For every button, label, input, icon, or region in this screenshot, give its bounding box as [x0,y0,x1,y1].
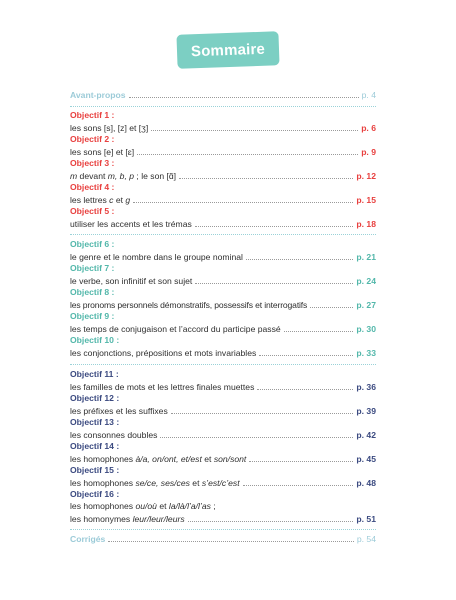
page-number: p. 42 [356,430,376,440]
toc-entry-objective-12[interactable] [70,405,376,417]
objective-label: Objectif 5 : [70,206,115,216]
page-number: p. 6 [361,123,376,133]
page-number: p. 45 [356,454,376,464]
toc-entry-objective-15[interactable] [70,477,376,489]
toc-objective-9-heading [70,311,376,323]
objective-title: les sons [e] et [ɛ] [70,147,135,157]
page-number: p. 21 [356,252,376,262]
objective-label: Objectif 6 : [70,239,115,249]
dot-leader [243,477,354,486]
toc-entry-objective-5[interactable] [70,218,376,230]
section-divider [70,234,376,235]
toc-entry-objective-10[interactable] [70,347,376,359]
objective-label: Objectif 2 : [70,134,115,144]
toc-entry-objective-2[interactable] [70,146,376,158]
dot-leader [133,194,353,203]
toc-label: Corrigés [70,534,106,544]
toc-entry-objective-7[interactable] [70,275,376,287]
page-number: p. 9 [361,147,376,157]
page-number: p. 27 [356,300,376,310]
objective-title: les homophones ou/où et la/là/l’a/l’as ; [70,501,216,511]
toc-entry-objective-1[interactable] [70,122,376,134]
toc-entry-objective-11[interactable] [70,381,376,393]
section-divider [70,529,376,530]
toc-objective-8-heading [70,287,376,299]
objective-title: les préfixes et les suffixes [70,406,168,416]
dot-leader [137,146,358,155]
objective-title: les temps de conjugaison et l’accord du participe passé [70,324,281,334]
objective-label: Objectif 14 : [70,441,120,451]
toc-objective-6-heading [70,239,376,251]
objective-title: les pronoms personnels démonstratifs, possessifs et interrogatifs [70,300,308,310]
dot-leader [259,347,353,356]
page-number: p. 48 [356,478,376,488]
toc-entry-objective-13[interactable] [70,429,376,441]
toc-entry-objective-3[interactable] [70,170,376,182]
toc-objective-14-heading [70,441,376,453]
objective-title: le verbe, son infinitif et son sujet [70,276,193,286]
dot-leader [160,429,353,438]
dot-leader [195,275,353,284]
page-number: p. 15 [356,195,376,205]
page-number: p. 33 [356,348,376,358]
section-divider [70,364,376,365]
objective-label: Objectif 3 : [70,158,115,168]
toc-objective-16-title-line1 [70,501,376,513]
dot-leader [195,218,354,227]
objective-label: Objectif 7 : [70,263,115,273]
dot-leader [249,453,353,462]
toc-entry-corriges[interactable] [70,533,376,545]
toc-objective-1-heading [70,110,376,122]
toc-entry-objective-9[interactable] [70,323,376,335]
toc-label: Avant-propos [70,90,126,100]
toc-objective-13-heading [70,417,376,429]
objective-title: les lettres c et g [70,195,131,205]
page-number: p. 24 [356,276,376,286]
objective-label: Objectif 12 : [70,393,120,403]
objective-title: les homophones se/ce, ses/ces et s’est/c’est [70,478,240,488]
dot-leader [188,513,354,522]
objective-label: Objectif 9 : [70,311,115,321]
page-number: p. 39 [356,406,376,416]
objective-title: les conjonctions, prépositions et mots invariables [70,348,257,358]
toc-objective-7-heading [70,263,376,275]
objective-title: utiliser les accents et les trémas [70,219,192,229]
objective-title: m devant m, b, p ; le son [ɑ̃] [70,171,177,181]
objective-title: le genre et le nombre dans le groupe nominal [70,252,243,262]
toc-entry-objective-4[interactable] [70,194,376,206]
dot-leader [108,533,354,542]
dot-leader [257,381,353,390]
dot-leader [179,170,353,179]
toc-objective-3-heading [70,158,376,170]
dot-leader [246,251,353,260]
toc-entry-objective-6[interactable] [70,251,376,263]
dot-leader [151,122,358,131]
dot-leader [310,299,353,308]
objective-label: Objectif 13 : [70,417,120,427]
objective-title: les familles de mots et les lettres finales muettes [70,382,255,392]
page-title: Sommaire [190,40,266,60]
page-number: p. 54 [356,534,376,544]
page-number: p. 4 [361,90,376,100]
toc-entry-objective-8[interactable] [70,299,376,311]
objective-label: Objectif 1 : [70,110,115,120]
toc-objective-15-heading [70,465,376,477]
objective-label: Objectif 16 : [70,489,120,499]
dot-leader [129,89,359,98]
objective-title: les homophones à/a, on/ont, et/est et son/sont [70,454,247,464]
toc-objective-2-heading [70,134,376,146]
page-number: p. 12 [356,171,376,181]
page-number: p. 18 [356,219,376,229]
toc-objective-4-heading [70,182,376,194]
objective-label: Objectif 8 : [70,287,115,297]
toc-entry-objective-14[interactable] [70,453,376,465]
toc-entry-avant-propos[interactable] [70,89,376,101]
page-number: p. 36 [356,382,376,392]
toc-objective-11-heading [70,369,376,381]
objective-title: les sons [s], [z] et [ʒ] [70,123,149,133]
dot-leader [284,323,354,332]
objective-label: Objectif 4 : [70,182,115,192]
objective-label: Objectif 15 : [70,465,120,475]
objective-title: les homonymes leur/leur/leurs [70,514,185,524]
objective-label: Objectif 11 : [70,369,119,379]
toc-objective-10-heading [70,335,376,347]
toc-objective-5-heading [70,206,376,218]
section-divider [70,106,376,107]
toc-objective-16-heading [70,489,376,501]
toc-entry-objective-16[interactable] [70,513,376,525]
title-tab [176,31,279,69]
objective-label: Objectif 10 : [70,335,120,345]
toc-objective-12-heading [70,393,376,405]
page-number: p. 30 [356,324,376,334]
dot-leader [171,405,354,414]
page-number: p. 51 [356,514,376,524]
objective-title: les consonnes doubles [70,430,158,440]
